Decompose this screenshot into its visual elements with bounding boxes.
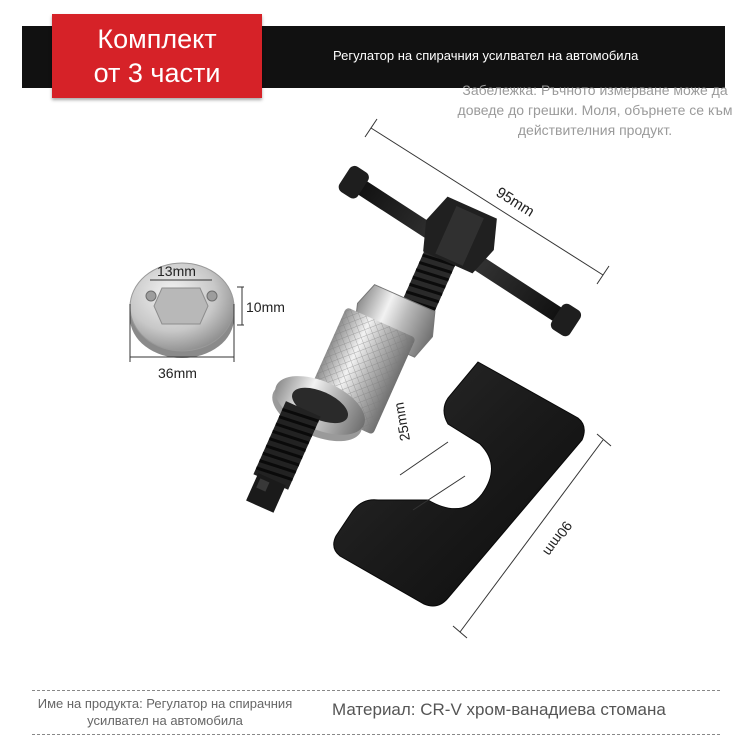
badge-line-2: от 3 части [93,58,221,88]
tool-length-label: 95mm [492,183,538,221]
disc-inner-label: 13mm [157,263,196,279]
badge-line-1: Комплект [97,24,217,54]
disc-height-label: 10mm [246,299,285,315]
plate-slot-label: 25mm [390,401,413,443]
footer-material: Материал: CR-V хром-ванадиева стомана [332,700,666,719]
disc-diameter-label: 36mm [158,365,197,381]
footer-divider-top [32,690,720,691]
adapter-disc [130,263,285,381]
footer-divider-bottom [32,734,720,735]
footer-product-name: Име на продукта: Регулатор на спирачния усилвател на автомобила [37,696,293,728]
plate-width-label: 90mm [540,518,576,560]
measurement-note: Забележка: Ръчното измерване може да доведе до грешки. Моля, обърнете се към действителния продукт. [457,82,733,138]
product-title: Регулатор на спирачния усилвател на автомобила [333,48,639,63]
